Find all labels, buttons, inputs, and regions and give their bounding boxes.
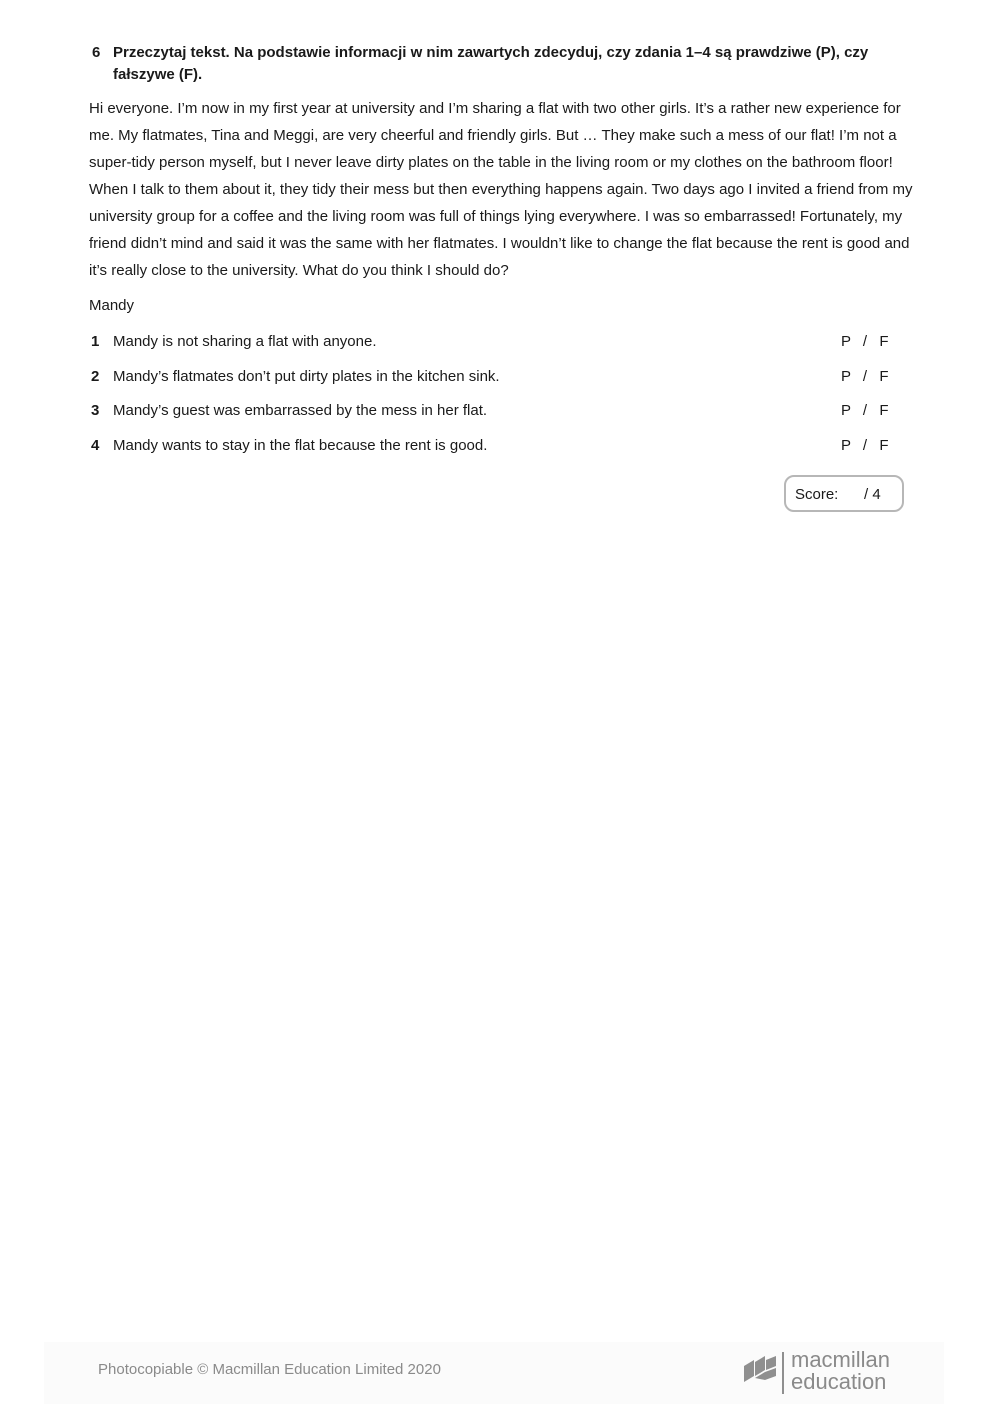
- reading-passage: Hi everyone. I’m now in my first year at university and I’m sharing a flat with two other girls. It’s a rather new experience for me. My flatmates, Tina and Meggi, are very cheerful and friendly girls. But … They make such a mess of our flat! I’m not a super-tidy person myself, but I never leave dirty plates on the table in the living room or my clothes on the bathroom floor! When I talk to them about it, they tidy their mess but then everything happens again. Two days ago I invited a friend from my university group for a coffee and the living room was full of things lying everywhere. I was so embarrassed! Fortunately, my friend didn’t mind and said it was the same with her flatmates. I wouldn’t like to change the flat because the rent is good and it’s really close to the university. What do you think I should do?: [89, 100, 913, 279]
- statement-text: Mandy is not sharing a flat with anyone.: [113, 333, 377, 350]
- option-true[interactable]: P: [840, 333, 851, 350]
- true-false-choice: [839, 434, 891, 458]
- option-separator: /: [862, 333, 868, 350]
- publisher-logo: [744, 1348, 914, 1396]
- logo-wordmark: [791, 1349, 890, 1393]
- logo-line-2: education: [791, 1369, 887, 1394]
- option-true[interactable]: P: [840, 402, 851, 419]
- statement-item: [91, 399, 901, 434]
- task-heading: [92, 42, 872, 86]
- statement-text: Mandy’s flatmates don’t put dirty plates in the kitchen sink.: [113, 367, 500, 385]
- true-false-choice: [839, 330, 891, 354]
- option-separator: /: [862, 402, 868, 419]
- true-false-choice: [839, 365, 891, 389]
- copyright-notice: Photocopiable © Macmillan Education Limited 2020: [98, 1361, 441, 1378]
- option-false[interactable]: F: [879, 402, 889, 419]
- passage-signature: Mandy: [89, 297, 135, 314]
- task-number: 6: [92, 44, 101, 61]
- option-separator: /: [862, 367, 868, 385]
- statement-number: 2: [91, 367, 100, 385]
- option-false[interactable]: F: [879, 367, 889, 385]
- option-false[interactable]: F: [879, 333, 889, 350]
- statement-number: 3: [91, 402, 100, 419]
- logo-divider: [782, 1352, 784, 1394]
- macmillan-logo-icon: [744, 1356, 776, 1382]
- option-true[interactable]: P: [840, 367, 851, 385]
- statement-item: [91, 330, 901, 365]
- score-total: / 4: [864, 486, 881, 503]
- statement-number: 4: [91, 436, 100, 454]
- option-separator: /: [862, 436, 868, 454]
- statement-number: 1: [91, 333, 100, 350]
- statement-item: [91, 365, 901, 400]
- statement-item: [91, 434, 901, 469]
- statement-list: [91, 330, 901, 468]
- option-false[interactable]: F: [879, 436, 889, 454]
- true-false-choice: [839, 399, 891, 423]
- statement-text: Mandy wants to stay in the flat because the rent is good.: [113, 436, 488, 454]
- task-instruction: Przeczytaj tekst. Na podstawie informacji w nim zawartych zdecyduj, czy zdania 1–4 są prawdziwe (P), czy fałszywe (F).: [113, 44, 869, 83]
- option-true[interactable]: P: [840, 436, 851, 454]
- page-footer: [44, 1342, 944, 1404]
- score-label: Score:: [795, 486, 839, 503]
- score-box[interactable]: [784, 475, 904, 512]
- logo-line-1: macmillan: [791, 1347, 891, 1372]
- statement-text: Mandy’s guest was embarrassed by the mess in her flat.: [113, 402, 488, 419]
